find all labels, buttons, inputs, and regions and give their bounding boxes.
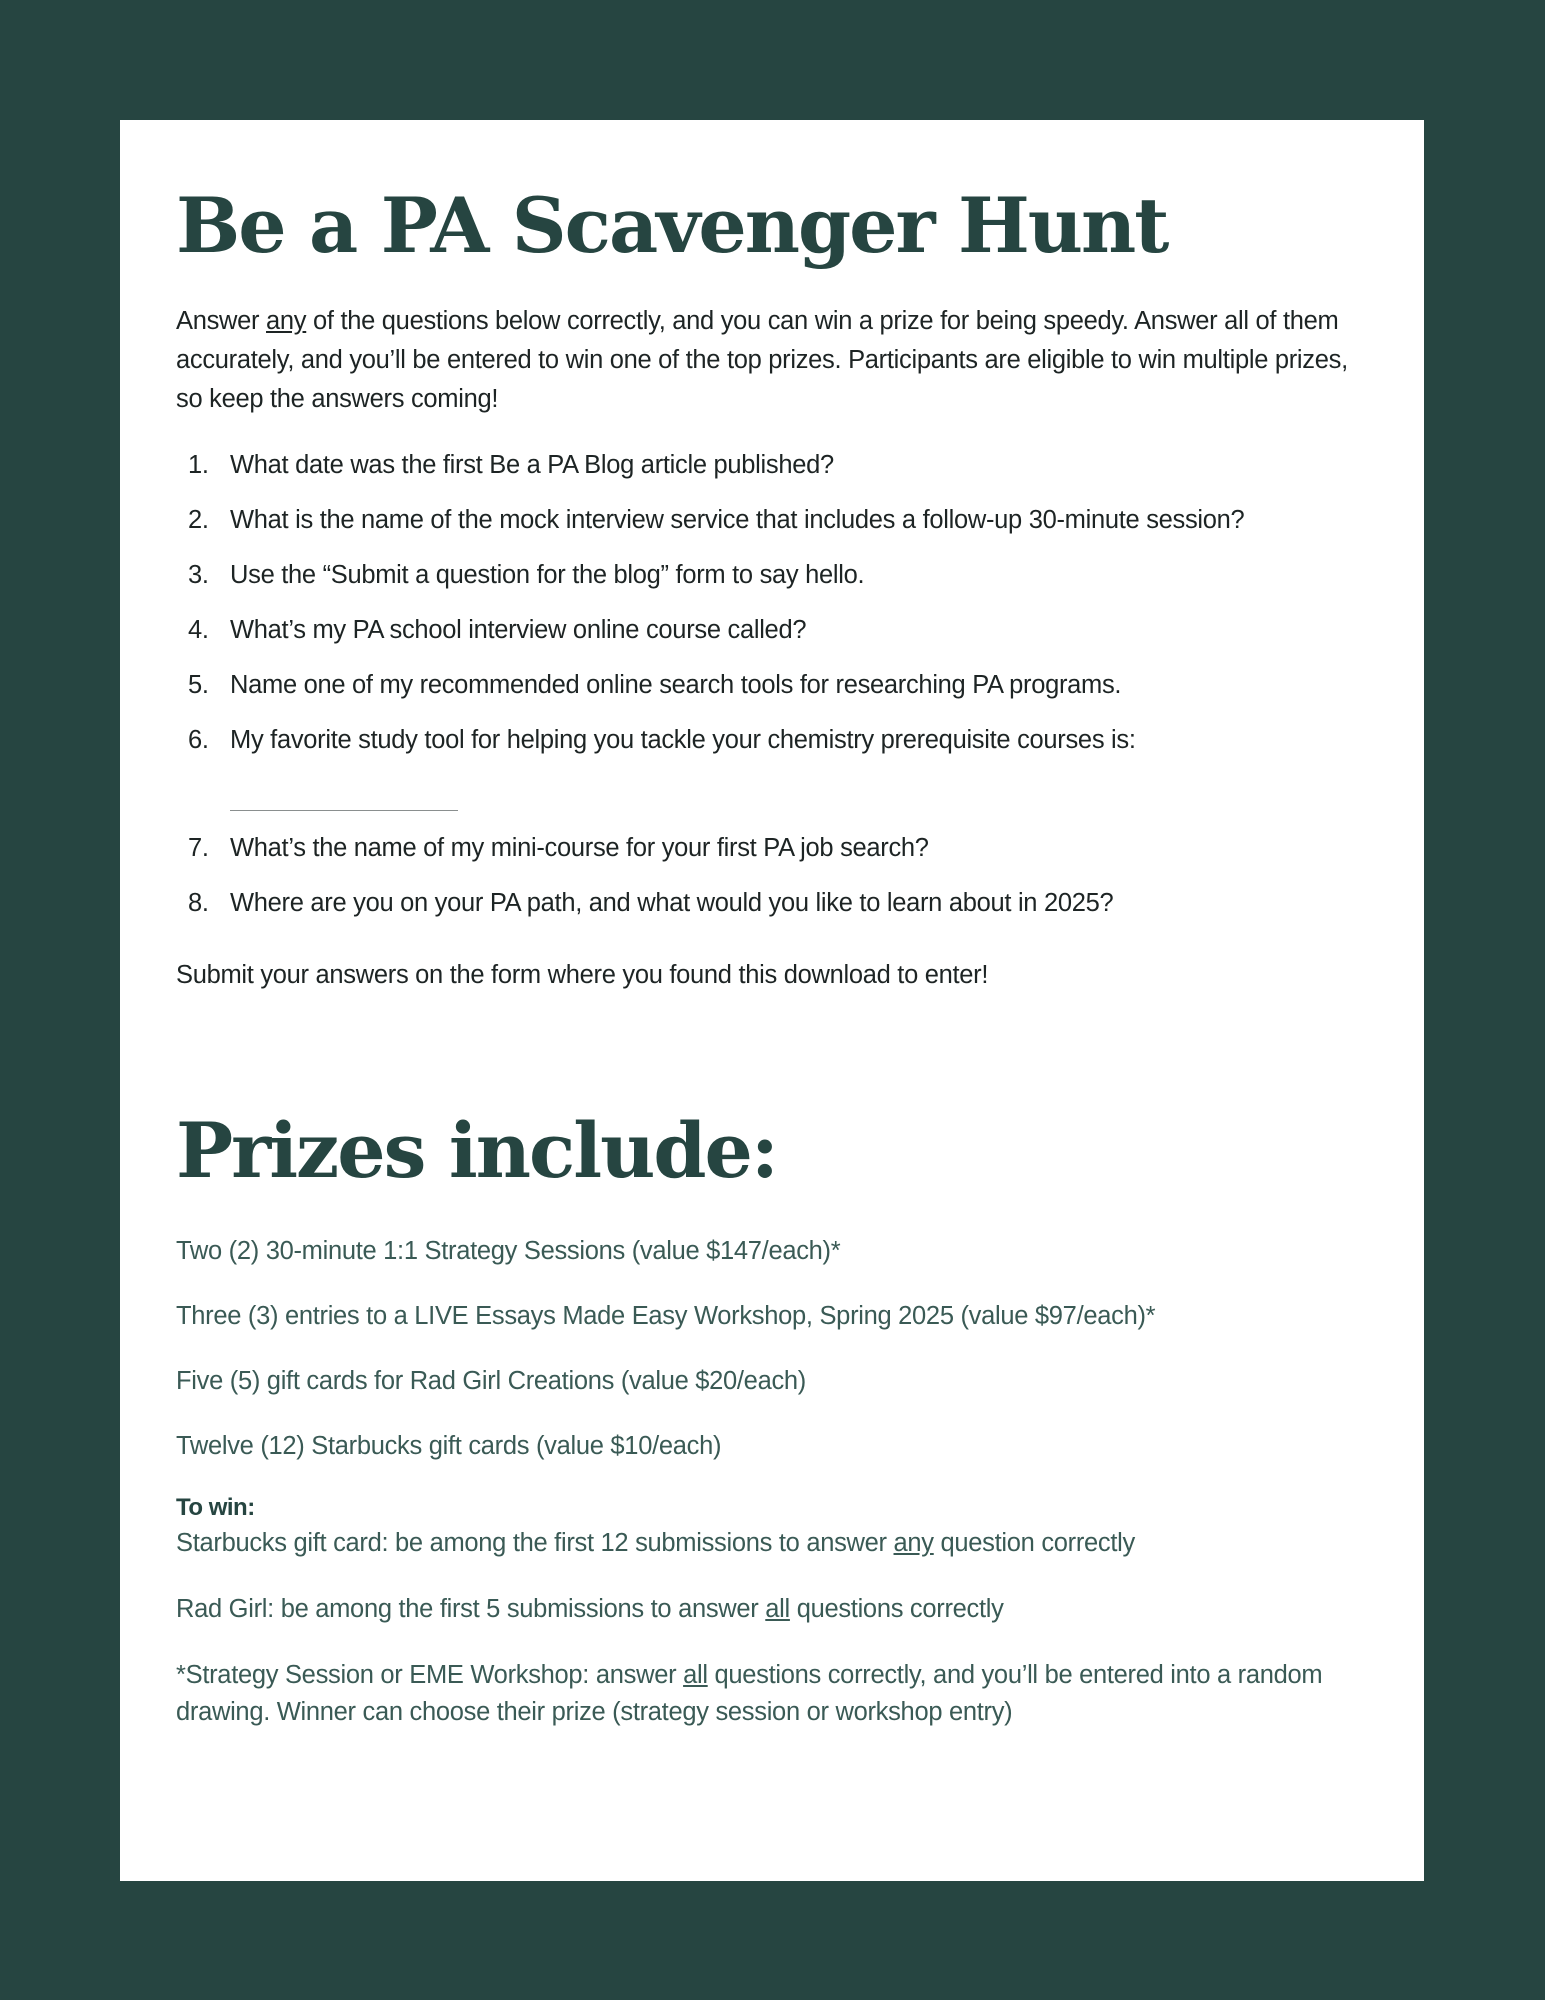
question-item bbox=[176, 830, 1368, 866]
question-item bbox=[176, 557, 1368, 593]
question-list bbox=[176, 447, 1368, 921]
win-rule-text-end: question correctly bbox=[933, 1529, 1135, 1557]
question-number: 5. bbox=[188, 671, 209, 699]
win-rule bbox=[176, 1525, 1368, 1562]
question-text: What date was the first Be a PA Blog article published? bbox=[230, 451, 834, 479]
question-number: 8. bbox=[188, 889, 209, 917]
prize-list bbox=[176, 1233, 1368, 1464]
page-title: Be a PA Scavenger Hunt bbox=[176, 181, 1168, 270]
win-rule-text-start: Starbucks gift card: be among the first 12 submissions to answer bbox=[176, 1529, 894, 1557]
win-rule-text-end: questions correctly, and you’ll be entered into a random drawing. Winner can choose their prize (strategy session or workshop entry) bbox=[176, 1661, 1323, 1726]
question-text: My favorite study tool for helping you tackle your chemistry prerequisite courses is: bbox=[230, 726, 1136, 754]
intro-text-end: of the questions below correctly, and you can win a prize for being speedy. Answer all of them accurately, and you’ll be entered to win one of the top prizes. Participants are eligible to win multiple prizes, so keep the answers coming! bbox=[176, 307, 1348, 413]
question-number: 4. bbox=[188, 616, 209, 644]
to-win-heading: To win: bbox=[176, 1494, 255, 1521]
document-page bbox=[120, 120, 1424, 1881]
win-rule bbox=[176, 1591, 1368, 1628]
question-number: 2. bbox=[188, 506, 209, 534]
question-item bbox=[176, 447, 1368, 483]
prize-item: Twelve (12) Starbucks gift cards (value $10/each) bbox=[176, 1432, 722, 1460]
question-item bbox=[176, 612, 1368, 648]
win-rule-emphasis: all bbox=[683, 1661, 708, 1689]
question-item bbox=[176, 502, 1368, 538]
question-text: Where are you on your PA path, and what would you like to learn about in 2025? bbox=[230, 889, 1114, 917]
prize-item: Three (3) entries to a LIVE Essays Made Easy Workshop, Spring 2025 (value $97/each)* bbox=[176, 1302, 1156, 1330]
answer-blank-line bbox=[230, 810, 458, 811]
question-item bbox=[176, 722, 1368, 811]
submit-note: Submit your answers on the form where you found this download to enter! bbox=[176, 961, 989, 989]
question-text: What’s the name of my mini-course for your first PA job search? bbox=[230, 834, 929, 862]
prizes-heading: Prizes include: bbox=[176, 1106, 777, 1195]
question-number: 3. bbox=[188, 561, 209, 589]
win-rule-text-start: Rad Girl: be among the first 5 submissions to answer bbox=[176, 1595, 766, 1623]
win-rule bbox=[176, 1657, 1368, 1731]
question-text: Name one of my recommended online search tools for researching PA programs. bbox=[230, 671, 1122, 699]
question-text: What’s my PA school interview online course called? bbox=[230, 616, 807, 644]
win-rule-text-start: *Strategy Session or EME Workshop: answer bbox=[176, 1661, 684, 1689]
question-number: 6. bbox=[188, 726, 209, 754]
question-text: Use the “Submit a question for the blog” form to say hello. bbox=[230, 561, 865, 589]
prize-item: Two (2) 30-minute 1:1 Strategy Sessions (value $147/each)* bbox=[176, 1237, 841, 1265]
intro-paragraph bbox=[176, 302, 1368, 419]
question-number: 7. bbox=[188, 834, 209, 862]
question-item bbox=[176, 885, 1368, 921]
question-number: 1. bbox=[188, 451, 209, 479]
question-item bbox=[176, 667, 1368, 703]
intro-emphasis: any bbox=[266, 307, 307, 335]
question-text: What is the name of the mock interview service that includes a follow-up 30-minute session? bbox=[230, 506, 1245, 534]
win-rule-emphasis: any bbox=[893, 1529, 934, 1557]
win-rule-text-end: questions correctly bbox=[789, 1595, 1004, 1623]
prize-item: Five (5) gift cards for Rad Girl Creations (value $20/each) bbox=[176, 1367, 806, 1395]
intro-text-start: Answer bbox=[176, 307, 267, 335]
win-rule-emphasis: all bbox=[765, 1595, 790, 1623]
win-rules bbox=[176, 1525, 1368, 1731]
